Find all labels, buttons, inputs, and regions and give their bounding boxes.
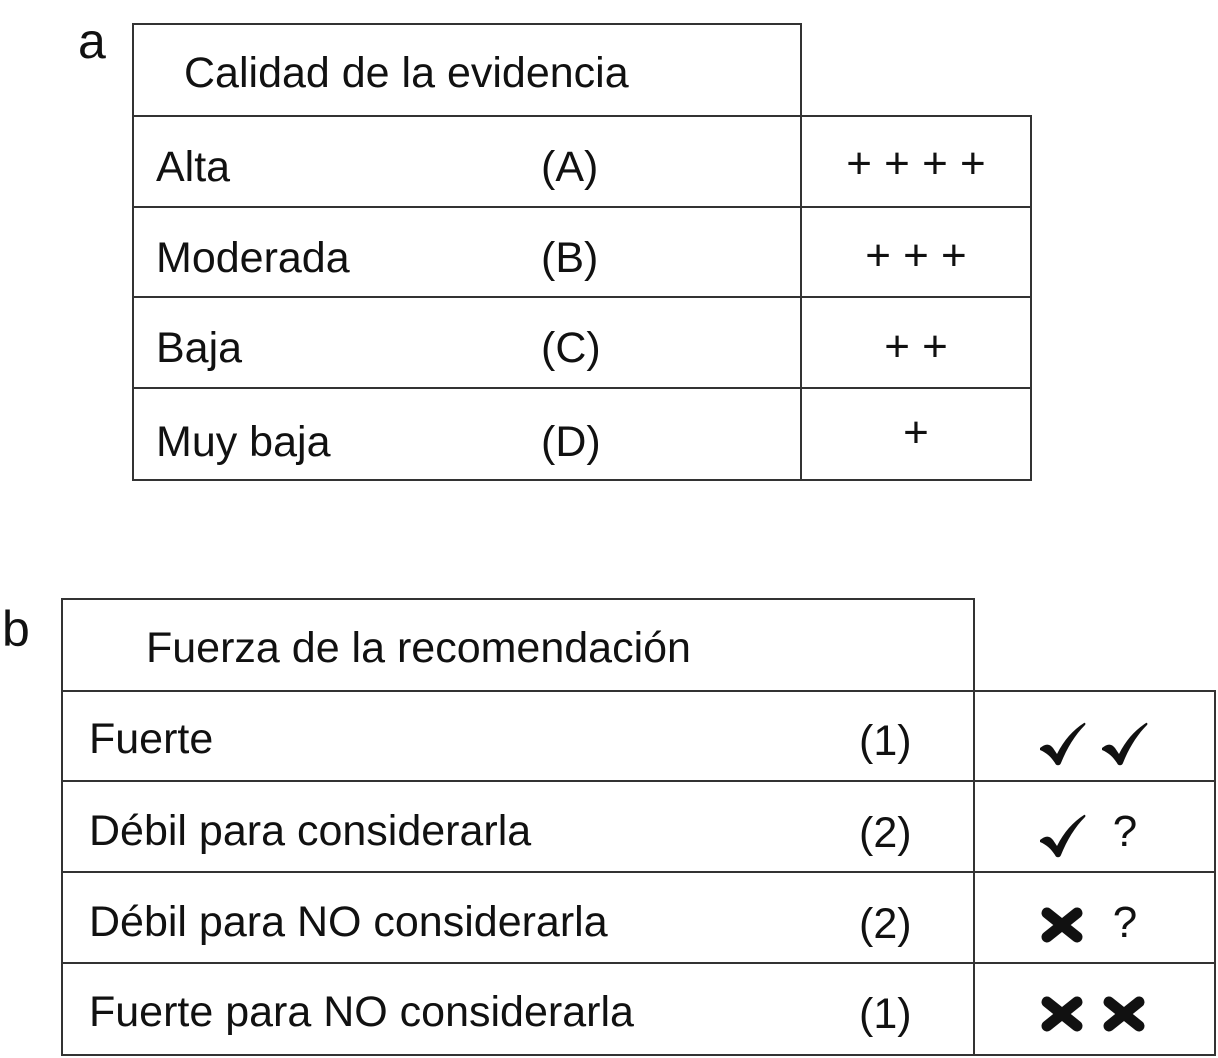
recommendation-header-title: Fuerza de la recomendación <box>146 624 691 672</box>
evidence-row-label: Alta <box>156 143 231 191</box>
recommendation-row-label: Débil para considerarla <box>89 807 532 855</box>
evidence-row-symbol: + + <box>884 322 948 371</box>
evidence-row-symbol: + <box>903 408 929 457</box>
evidence-row-divider <box>132 206 1032 208</box>
recommendation-row-divider <box>61 871 1216 873</box>
cross-icon <box>1036 899 1088 951</box>
recommendation-row-code: (1) <box>859 990 912 1038</box>
evidence-row-symbol: + + + + <box>846 139 986 188</box>
evidence-row-label: Moderada <box>156 234 350 282</box>
evidence-header-title: Calidad de la evidencia <box>184 49 629 97</box>
check-icon <box>1096 716 1152 772</box>
recommendation-column-divider <box>973 690 975 1056</box>
cross-icon <box>1098 988 1150 1040</box>
evidence-row-symbol: + + + <box>865 231 967 280</box>
question-mark: ? <box>1112 807 1138 856</box>
recommendation-row-divider <box>61 780 1216 782</box>
check-icon <box>1034 716 1090 772</box>
evidence-row-label: Muy baja <box>156 418 331 466</box>
cross-icon <box>1036 988 1088 1040</box>
recommendation-row-label: Fuerte <box>89 715 214 763</box>
evidence-row-code: (B) <box>541 234 599 282</box>
evidence-row-code: (A) <box>541 143 599 191</box>
panel-a-letter: a <box>78 13 106 69</box>
recommendation-row-label: Fuerte para NO considerarla <box>89 988 634 1036</box>
evidence-row-divider <box>132 296 1032 298</box>
evidence-row-label: Baja <box>156 324 243 372</box>
check-icon <box>1034 808 1090 864</box>
evidence-row-divider <box>132 387 1032 389</box>
recommendation-row-code: (2) <box>859 900 912 948</box>
recommendation-row-divider <box>61 962 1216 964</box>
evidence-row-code: (C) <box>541 324 601 372</box>
recommendation-row-label: Débil para NO considerarla <box>89 898 608 946</box>
question-mark: ? <box>1112 898 1138 947</box>
recommendation-row-code: (2) <box>859 809 912 857</box>
panel-b-letter: b <box>2 601 30 657</box>
recommendation-row-code: (1) <box>859 717 912 765</box>
evidence-row-code: (D) <box>541 418 601 466</box>
